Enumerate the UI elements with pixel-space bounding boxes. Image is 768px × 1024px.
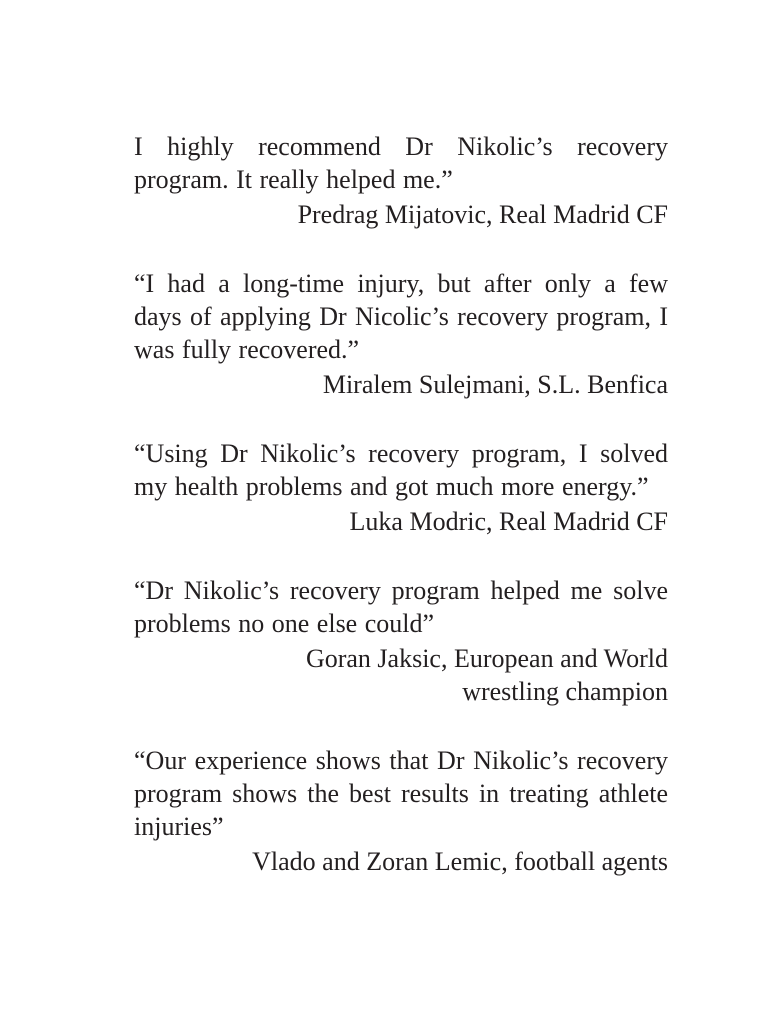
testimonial-attribution bbox=[134, 198, 668, 231]
testimonial-block bbox=[134, 267, 668, 401]
testimonial-quote: I highly recommend Dr Nikolic’s recovery program. It really helped me.” bbox=[134, 132, 668, 194]
testimonial-quote: “Dr Nikolic’s recovery program helped me solve problems no one else could” bbox=[134, 576, 668, 638]
attribution-line: Luka Modric, Real Madrid CF bbox=[349, 507, 668, 536]
attribution-line: wrestling champion bbox=[462, 677, 668, 706]
testimonial-block bbox=[134, 130, 668, 231]
attribution-line: Goran Jaksic, European and World bbox=[305, 644, 668, 673]
testimonial-attribution bbox=[134, 505, 668, 538]
testimonial-quote: “Using Dr Nikolic’s recovery program, I solved my health problems and got much more energy.” bbox=[134, 439, 668, 501]
testimonial-quote: “Our experience shows that Dr Nikolic’s recovery program shows the best results in treating athlete injuries” bbox=[134, 746, 668, 841]
testimonial-attribution bbox=[134, 642, 668, 708]
attribution-line: Miralem Sulejmani, S.L. Benfica bbox=[322, 370, 668, 399]
testimonial-block bbox=[134, 744, 668, 878]
testimonial-block bbox=[134, 437, 668, 538]
attribution-line: Vlado and Zoran Lemic, football agents bbox=[252, 847, 668, 876]
testimonial-attribution bbox=[134, 368, 668, 401]
testimonial-quote: “I had a long-time injury, but after only a few days of applying Dr Nicolic’s recovery program, I was fully recovered.” bbox=[134, 269, 668, 364]
testimonial-block bbox=[134, 574, 668, 708]
attribution-line: Predrag Mijatovic, Real Madrid CF bbox=[297, 200, 668, 229]
testimonials-page bbox=[134, 130, 668, 914]
testimonial-attribution bbox=[134, 845, 668, 878]
